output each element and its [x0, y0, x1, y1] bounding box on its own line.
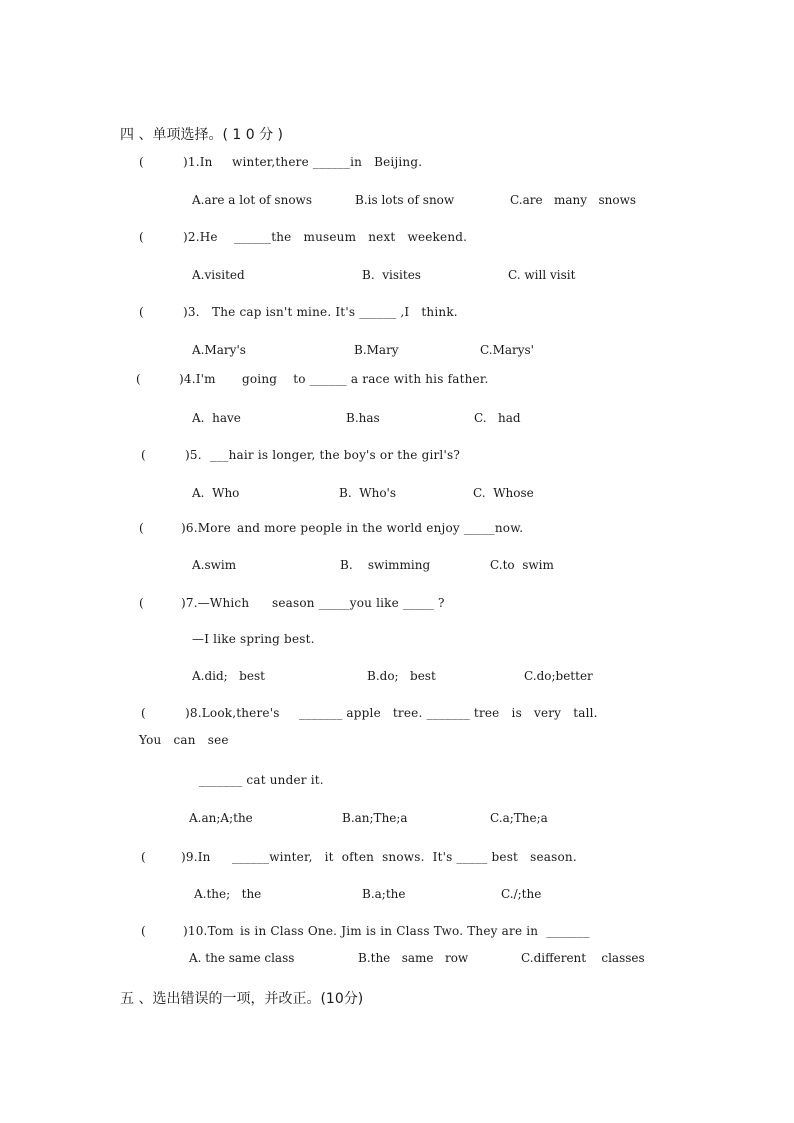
option-a: A.swim: [192, 558, 237, 572]
option-b: B.do; best: [367, 669, 436, 683]
question-number: )4.I'm: [179, 372, 216, 386]
question-stem: season _____you like _____ ?: [272, 596, 445, 610]
question-continuation: _______ cat under it.: [199, 773, 324, 787]
section-5-heading: 五 、选出错误的一项，并改正。(10分): [120, 991, 364, 1007]
question-stem: _______ apple tree. _______ tree is very tall.: [299, 706, 598, 720]
question-stem: is in Class One. Jim is in Class Two. They are in _______: [240, 924, 590, 938]
option-a: A.visited: [192, 268, 245, 282]
option-b: B.is lots of snow: [355, 193, 455, 207]
dialogue-reply: —I like spring best.: [192, 632, 315, 646]
answer-bracket[interactable]: (: [139, 230, 144, 244]
option-c: C.different classes: [521, 951, 645, 965]
question-number: )10.Tom: [183, 924, 234, 938]
option-c: C.to swim: [490, 558, 554, 572]
question-continuation: You can see: [139, 733, 229, 747]
question-stem: going to ______ a race with his father.: [242, 372, 489, 386]
question-stem: The cap isn't mine. It's ______ ,I think.: [212, 305, 458, 319]
answer-bracket[interactable]: (: [141, 706, 146, 720]
answer-bracket[interactable]: (: [141, 448, 146, 462]
option-a: A. the same class: [189, 951, 295, 965]
question-number: )6.More: [181, 521, 231, 535]
option-b: B.has: [346, 411, 380, 425]
option-b: B. swimming: [340, 558, 431, 572]
option-b: B.a;the: [362, 887, 406, 901]
answer-bracket[interactable]: (: [139, 155, 144, 169]
option-a: A. Who: [192, 486, 240, 500]
question-number: )3.: [183, 305, 200, 319]
option-b: B.Mary: [354, 343, 399, 357]
question-number: )7.—Which: [181, 596, 250, 610]
option-b: B. Who's: [339, 486, 397, 500]
option-c: C.are many snows: [510, 193, 637, 207]
option-b: B.an;The;a: [342, 811, 408, 825]
question-number: )1.In: [183, 155, 213, 169]
option-c: C./;the: [501, 887, 542, 901]
option-a: A.Mary's: [192, 343, 246, 357]
answer-bracket[interactable]: (: [136, 372, 141, 386]
option-b: B. visites: [362, 268, 421, 282]
option-c: C.do;better: [524, 669, 593, 683]
question-number: )9.In: [181, 850, 211, 864]
answer-bracket[interactable]: (: [139, 521, 144, 535]
answer-bracket[interactable]: (: [139, 596, 144, 610]
question-stem: and more people in the world enjoy _____now.: [237, 521, 524, 535]
option-c: C. had: [474, 411, 521, 425]
answer-bracket[interactable]: (: [139, 305, 144, 319]
option-c: C. Whose: [473, 486, 534, 500]
option-c: C.Marys': [480, 343, 534, 357]
option-a: A.did; best: [192, 669, 265, 683]
option-a: A.are a lot of snows: [192, 193, 312, 207]
question-stem: ______winter, it often snows. It's _____ best season.: [232, 850, 577, 864]
answer-bracket[interactable]: (: [141, 850, 146, 864]
question-stem: winter,there ______in Beijing.: [232, 155, 423, 169]
option-b: B.the same row: [358, 951, 469, 965]
option-a: A.the; the: [194, 887, 262, 901]
option-c: C. will visit: [508, 268, 576, 282]
option-c: C.a;The;a: [490, 811, 548, 825]
answer-bracket[interactable]: (: [141, 924, 146, 938]
option-a: A. have: [192, 411, 241, 425]
question-number: )2.He: [183, 230, 218, 244]
question-number: )5.: [185, 448, 202, 462]
question-stem: ___hair is longer, the boy's or the girl's?: [210, 448, 460, 462]
section-4-heading: 四 、单项选择。( 1 0 分 ): [120, 127, 283, 143]
question-number: )8.Look,there's: [185, 706, 280, 720]
option-a: A.an;A;the: [189, 811, 253, 825]
question-stem: ______the museum next weekend.: [234, 230, 468, 244]
